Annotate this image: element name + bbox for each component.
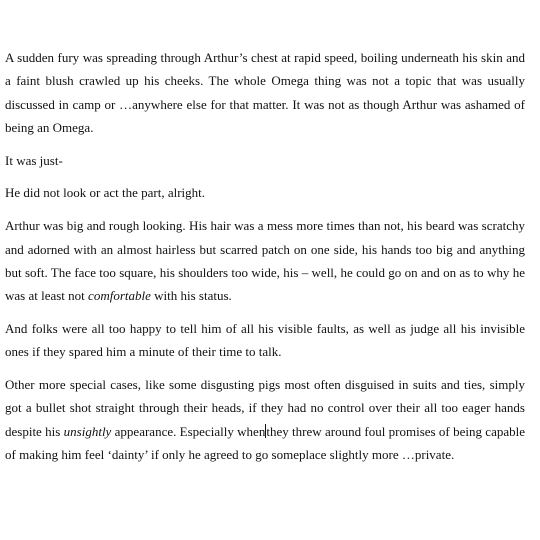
document-body[interactable] bbox=[5, 46, 525, 476]
paragraph-2 bbox=[5, 149, 525, 172]
paragraph-4-text-before: Arthur was big and rough looking. His hair was a mess more times than not, his beard was scratchy and adorned with an almost hairless but scarred patch on one side, his hands too big and anything but soft. The face too square, his shoulders too wide, his – well, he could go on and on as to why he was at least not bbox=[5, 218, 525, 304]
paragraph-1 bbox=[5, 46, 525, 139]
paragraph-6-italic: unsightly bbox=[63, 423, 112, 439]
paragraph-5 bbox=[5, 317, 525, 364]
paragraph-5-text: And folks were all too happy to tell him of all his visible faults, as well as judge all his invisible ones if they spared him a minute of their time to talk. bbox=[5, 320, 525, 360]
paragraph-2-text: It was just- bbox=[5, 152, 63, 168]
paragraph-3-text: He did not look or act the part, alright. bbox=[5, 185, 206, 201]
paragraph-6-text-middle: appearance. Especially when bbox=[111, 423, 266, 439]
paragraph-6-text-before: Other more special cases, like some disgusting pigs most often disguised in suits and ties, simply got a bullet shot straight through their heads, if they had no control over their all too eager hands despite his bbox=[5, 377, 525, 439]
paragraph-6 bbox=[5, 373, 525, 466]
paragraph-6-text-after: they threw around foul promises of being capable of making him feel ‘dainty’ if only he agreed to go someplace slightly more …private. bbox=[5, 423, 525, 462]
paragraph-3 bbox=[5, 181, 525, 204]
paragraph-1-text: A sudden fury was spreading through Arthur’s chest at rapid speed, boiling underneath his skin and a faint blush crawled up his cheeks. The whole Omega thing was not a topic that was usually discussed in camp or …anywhere else for that matter. It was not as though Arthur was ashamed of being an Omega. bbox=[5, 50, 525, 135]
paragraph-4-text-after: with his status. bbox=[150, 288, 232, 304]
paragraph-4-italic: comfortable bbox=[88, 288, 151, 304]
paragraph-4 bbox=[5, 214, 525, 307]
